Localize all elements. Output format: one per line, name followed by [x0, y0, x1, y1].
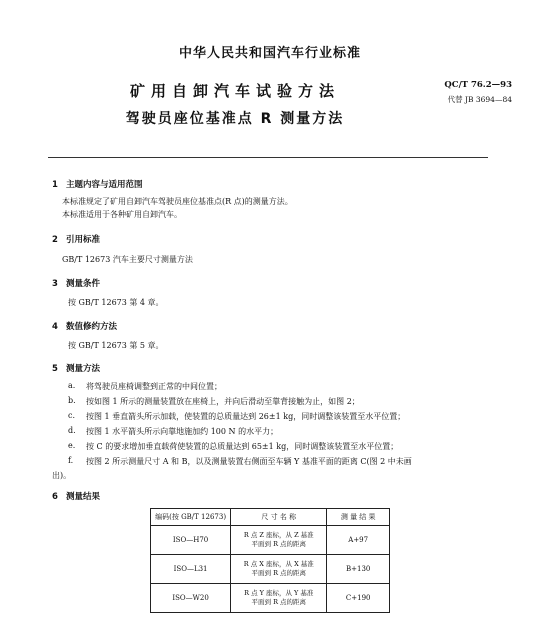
section-number: 2	[52, 235, 58, 245]
column-header-dimension: 尺 寸 名 称	[231, 509, 327, 526]
section-title: 数值修约方法	[66, 322, 118, 332]
paragraph-line: GB/T 12673 汽车主要尺寸测量方法	[62, 255, 193, 264]
dimension-line: 平面到 R 点的距离	[251, 540, 307, 548]
results-table	[150, 508, 390, 613]
column-header-code: 编码(按 GB/T 12673)	[151, 509, 231, 526]
section-title: 测量方法	[66, 364, 101, 374]
dimension-line: 平面到 R 点的距离	[251, 569, 307, 577]
paragraph-line: 本标准适用于各种矿用自卸汽车。	[62, 210, 182, 219]
header-divider	[48, 157, 488, 158]
section-number: 1	[52, 180, 58, 190]
list-item-label: c.	[68, 411, 76, 420]
code-cell: ISO—W20	[151, 584, 231, 613]
list-item-text: 将驾驶员座椅调整到正常的中间位置；	[86, 382, 222, 391]
paragraph-line: 按 GB/T 12673 第 5 章。	[68, 341, 164, 350]
list-item-label: f.	[68, 456, 74, 465]
dimension-line: R 点 Y 座标，从 Y 基准	[244, 589, 314, 597]
table-row	[151, 555, 390, 584]
section-number: 3	[52, 279, 58, 289]
dimension-line: R 点 Z 座标，从 Z 基准	[243, 531, 314, 539]
section-6-heading	[52, 490, 100, 502]
dimension-line: 平面到 R 点的距离	[251, 598, 307, 606]
table-header-row	[151, 509, 390, 526]
section-1-heading	[52, 178, 143, 190]
code-cell: ISO—H70	[151, 526, 231, 555]
section-title: 引用标准	[66, 235, 101, 245]
section-3-heading	[52, 277, 100, 289]
document-title: 矿用自卸汽车试验方法	[129, 82, 340, 100]
dimension-cell	[231, 526, 327, 555]
issuing-organization: 中华人民共和国汽车行业标准	[178, 46, 361, 61]
list-item-label: e.	[68, 441, 76, 450]
section-number: 6	[52, 492, 58, 502]
list-item-label: a.	[68, 381, 76, 390]
list-item-label: d.	[68, 426, 76, 435]
table-row	[151, 526, 390, 555]
paragraph-line: 本标准规定了矿用自卸汽车驾驶员座位基准点(R 点)的测量方法。	[62, 197, 293, 206]
section-title: 测量条件	[66, 279, 101, 289]
replaces-standard: 代替 JB 3694—84	[447, 95, 512, 104]
document-subtitle: 驾驶员座位基准点 R 测量方法	[125, 111, 345, 127]
result-cell: B+130	[327, 555, 390, 584]
standard-number: QC/T 76.2—93	[444, 80, 512, 90]
section-title: 主题内容与适用范围	[66, 180, 143, 190]
list-item-text: 按图 2 所示测量尺寸 A 和 B，以及测量装置右侧面至车辆 Y 基准平面的距离 C(图 2 中未画	[86, 457, 412, 466]
list-item-text: 按图 1 垂直箭头所示加载，使装置的总质量达到 26±1 kg，同时调整该装置至水平位置；	[86, 412, 406, 421]
section-4-heading	[52, 320, 117, 332]
table-row	[151, 584, 390, 613]
dimension-cell	[231, 555, 327, 584]
section-number: 5	[52, 364, 58, 374]
section-number: 4	[52, 322, 58, 332]
code-cell: ISO—L31	[151, 555, 231, 584]
section-2-heading	[52, 233, 100, 245]
list-item-text: 按 C 的要求增加垂直载荷使装置的总质量达到 65±1 kg，同时调整该装置至水平位置；	[86, 442, 399, 451]
result-cell: C+190	[327, 584, 390, 613]
dimension-line: R 点 X 座标，从 X 基准	[243, 560, 314, 568]
list-item-text: 按图 1 水平箭头所示向靠地施加约 100 N 的水平力；	[86, 427, 279, 436]
section-title: 测量结果	[66, 492, 101, 502]
column-header-result: 测 量 结 果	[327, 509, 390, 526]
dimension-cell	[231, 584, 327, 613]
section-5-heading	[52, 362, 100, 374]
list-item-text: 出)。	[52, 471, 72, 480]
list-item-text: 按如图 1 所示的测量装置放在座椅上，并向后滑动至靠背接触为止，如图 2；	[86, 397, 360, 406]
result-cell: A+97	[327, 526, 390, 555]
paragraph-line: 按 GB/T 12673 第 4 章。	[68, 298, 164, 307]
list-item-label: b.	[68, 396, 76, 405]
